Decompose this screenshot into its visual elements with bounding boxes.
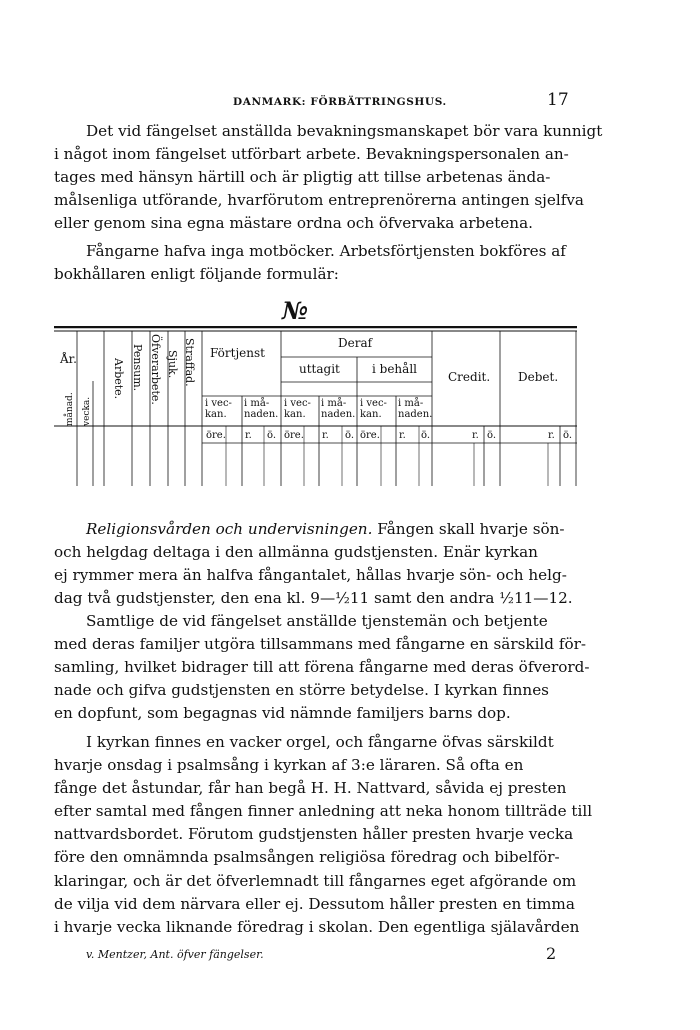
unit-ore: öre.: [206, 430, 226, 441]
text-line: målsenliga utförande, hvarförutom entreprenörerna antingen sjelfva: [54, 191, 584, 210]
text-line: eller genom sina egna mästare ordna och öfvervaka arbetena.: [54, 214, 533, 233]
col-sick: Sjuk.: [166, 350, 179, 379]
col-year: År.: [60, 352, 77, 366]
sub-week: i vec- kan.: [205, 398, 232, 420]
sub-month: i må- naden.: [321, 398, 356, 420]
col-credit: Credit.: [448, 370, 491, 384]
ledger-form: [54, 326, 577, 498]
unit-o: ö.: [563, 430, 573, 441]
text-line: nade och gifva gudstjensten en större betydelse. I kyrkan finnes: [54, 681, 549, 700]
unit-r: r.: [548, 430, 555, 441]
section-heading: Religionsvården och undervisningen.: [86, 520, 373, 538]
footnote: v. Mentzer, Ant. öfver fängelser.: [86, 948, 264, 961]
text-line: I kyrkan finnes en vacker orgel, och fångarne öfvas särskildt: [86, 733, 554, 751]
unit-r: r.: [322, 430, 329, 441]
col-debit: Debet.: [518, 370, 559, 384]
text-line: nattvardsbordet. Förutom gudstjensten håller presten hvarje vecka: [54, 825, 574, 844]
paragraph-organ: [54, 731, 594, 939]
col-week: vecka.: [82, 396, 92, 426]
col-month: månad.: [65, 392, 75, 426]
sub-week: i vec- kan.: [284, 398, 311, 420]
text-line: före den omnämnda psalmsången religiösa föredrag och bibelför-: [54, 848, 560, 867]
paragraph-religion: [54, 518, 594, 610]
text-line: bokhållaren enligt följande formulär:: [54, 265, 339, 284]
text-line: fånge det åstundar, får han begå H. H. Nattvard, såvida ej presten: [54, 779, 567, 798]
col-punished: Straffad.: [183, 338, 196, 387]
paragraph-earnings: [54, 240, 594, 286]
unit-ore: öre.: [284, 430, 304, 441]
text-line: Det vid fängelset anställda bevakningsmanskapet bör vara kunnigt: [86, 122, 603, 140]
paragraph-guards: [54, 120, 603, 235]
col-pensum: Pensum.: [131, 344, 144, 392]
text-line: med deras familjer utgöra tillsammans med fångarne en särskild för-: [54, 635, 586, 654]
text-line: i något inom fängelset utförbart arbete. Bevakningspersonalen an-: [54, 145, 569, 164]
page-number: 17: [547, 90, 569, 110]
text-line: dag två gudstjenster, den ena kl. 9—½11 samt den andra ½11—12.: [54, 589, 573, 608]
unit-r: r.: [472, 430, 479, 441]
sub-month: i må- naden.: [398, 398, 433, 420]
text-line: de vilja vid dem närvara eller ej. Dessutom håller presten en timma: [54, 894, 575, 913]
signature-mark: 2: [546, 944, 557, 963]
text-line: efter samtal med fången finner anledning att neka honom tillträde till: [54, 802, 593, 821]
sub-month: i må- naden.: [244, 398, 279, 420]
sub-week: i vec- kan.: [360, 398, 387, 420]
unit-o: ö.: [267, 430, 277, 441]
col-earnings: Förtjenst: [210, 346, 265, 360]
text-line: klaringar, och är det öfverlemnadt till fångarnes eget afgörande om: [54, 871, 577, 890]
text-line: en dopfunt, som begagnas vid nämnde familjers barns dop.: [54, 704, 511, 723]
text-line: och helgdag deltaga i den allmänna gudstjensten. Enär kyrkan: [54, 543, 538, 562]
unit-o: ö.: [421, 430, 431, 441]
col-withdrawn: uttagit: [299, 362, 340, 376]
text-line: i hvarje vecka liknande föredrag i skolan. Den egentliga själavården: [54, 917, 580, 936]
col-overwork: Öfverarbete.: [149, 334, 162, 405]
unit-ore: öre.: [360, 430, 380, 441]
unit-r: r.: [245, 430, 252, 441]
text-line: Samtlige de vid fängelset anställde tjenstemän och betjente: [86, 612, 548, 630]
text-line: tages med hänsyn härtill och är pligtig att tillse arbetenas ända-: [54, 168, 551, 187]
unit-r: r.: [399, 430, 406, 441]
col-retained: i behåll: [372, 362, 417, 376]
unit-o: ö.: [487, 430, 497, 441]
unit-o: ö.: [345, 430, 355, 441]
text-fragment: Fången skall hvarje sön-: [377, 520, 565, 538]
text-line: samling, hvilket bidrager till att förena fångarne med deras öfverord-: [54, 658, 590, 677]
col-of-which: Deraf: [338, 336, 373, 350]
text-line: Fångarne hafva inga motböcker. Arbetsförtjensten bokföres af: [86, 242, 566, 260]
text-line: hvarje onsdag i psalmsång i kyrkan af 3:e läraren. Så ofta en: [54, 756, 524, 775]
running-head: DANMARK: FÖRBÄTTRINGSHUS.: [233, 96, 447, 108]
paragraph-congregation: [54, 610, 594, 725]
col-work: Arbete.: [112, 358, 125, 400]
text-line: ej rymmer mera än halfva fångantalet, hållas hvarje sön- och helg-: [54, 566, 567, 585]
text-line: [54, 518, 594, 541]
form-number-sign: №: [282, 296, 309, 325]
